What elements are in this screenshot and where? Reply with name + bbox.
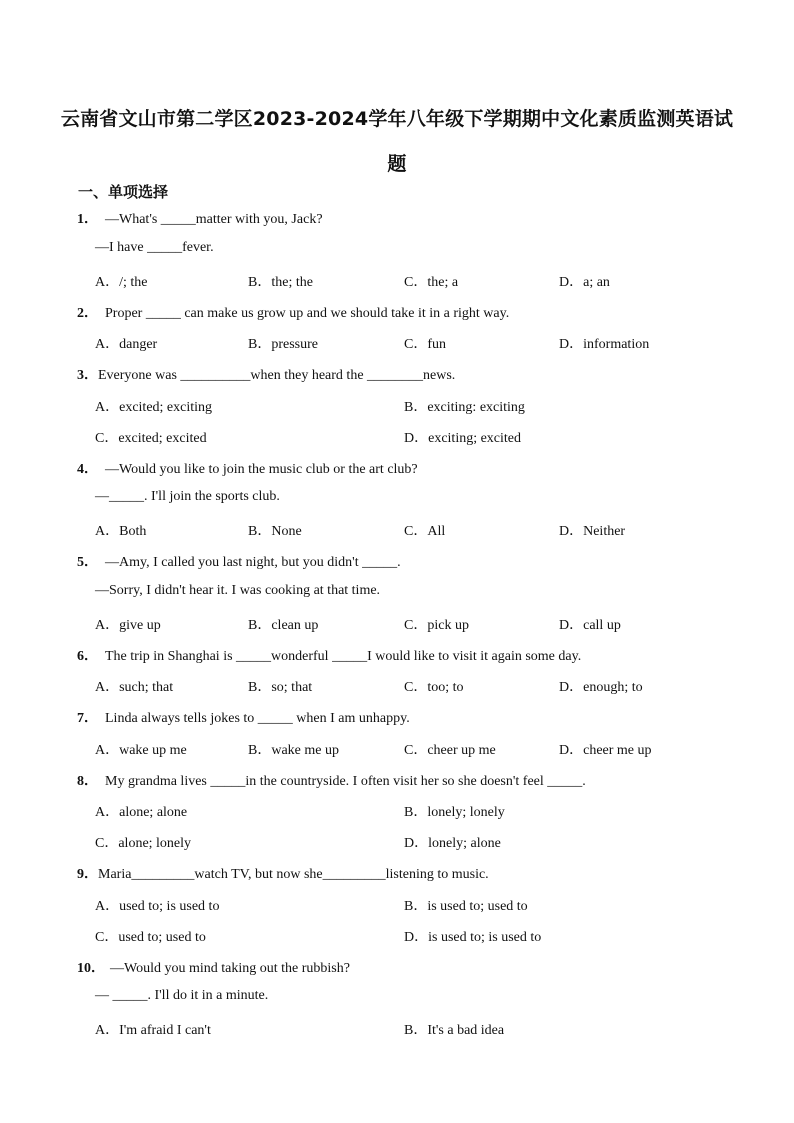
question-number: 6．: [77, 649, 98, 664]
question-6-option-c[interactable]: C．too; to: [404, 680, 464, 695]
question-1-option-c[interactable]: C．the; a: [404, 275, 459, 290]
question-text: Linda always tells jokes to _____ when I am unhappy.: [105, 711, 410, 726]
question-text: —What's _____matter with you, Jack?: [105, 212, 323, 227]
question-6-option-b[interactable]: B．so; that: [248, 680, 313, 695]
question-5-option-a[interactable]: A．give up: [95, 618, 161, 633]
question-3-stem: [77, 364, 455, 384]
question-number: 2．: [77, 306, 98, 321]
question-6-stem: [77, 645, 581, 665]
question-number: 3．: [77, 368, 98, 383]
question-6-option-d[interactable]: D．enough; to: [559, 680, 643, 695]
question-number: 5．: [77, 555, 98, 570]
question-number: 9．: [77, 867, 98, 882]
question-1-response: —I have _____fever.: [95, 240, 214, 255]
question-1-option-d[interactable]: D．a; an: [559, 275, 610, 290]
question-9-option-c[interactable]: C．used to; used to: [95, 930, 206, 945]
question-number: 10．: [77, 961, 105, 976]
question-3-option-c[interactable]: C．excited; excited: [95, 431, 207, 446]
question-text: Proper _____ can make us grow up and we should take it in a right way.: [105, 306, 510, 321]
question-9-stem: [77, 863, 489, 883]
page-title-line-1: 云南省文山市第二学区2023-2024学年八年级下学期期中文化素质监测英语试: [60, 108, 734, 130]
question-text: —Amy, I called you last night, but you didn't _____.: [105, 555, 401, 570]
question-text: My grandma lives _____in the countryside. I often visit her so she doesn't feel _____.: [105, 774, 586, 789]
question-8-option-d[interactable]: D．lonely; alone: [404, 836, 501, 851]
question-text: The trip in Shanghai is _____wonderful _____I would like to visit it again some day.: [105, 649, 582, 664]
question-1-option-b[interactable]: B．the; the: [248, 275, 313, 290]
question-2-option-d[interactable]: D．information: [559, 337, 650, 352]
page-title-line-2: 题: [387, 153, 407, 175]
question-4-response: —_____. I'll join the sports club.: [95, 489, 280, 504]
question-7-option-c[interactable]: C．cheer up me: [404, 743, 496, 758]
question-5-response: —Sorry, I didn't hear it. I was cooking at that time.: [95, 583, 381, 598]
question-8-option-c[interactable]: C．alone; lonely: [95, 836, 192, 851]
question-3-option-d[interactable]: D．exciting; excited: [404, 431, 522, 446]
question-8-stem: [77, 770, 586, 790]
question-text: —Would you mind taking out the rubbish?: [110, 961, 350, 976]
question-7-stem: [77, 707, 410, 727]
question-6-option-a[interactable]: A．such; that: [95, 680, 174, 695]
question-2-option-a[interactable]: A．danger: [95, 337, 158, 352]
question-8-option-b[interactable]: B．lonely; lonely: [404, 805, 505, 820]
question-2-option-c[interactable]: C．fun: [404, 337, 446, 352]
question-5-option-b[interactable]: B．clean up: [248, 618, 319, 633]
question-4-option-c[interactable]: C．All: [404, 524, 446, 539]
question-4-stem: [77, 458, 418, 478]
question-9-option-a[interactable]: A．used to; is used to: [95, 899, 220, 914]
question-number: 8．: [77, 774, 98, 789]
question-8-option-a[interactable]: A．alone; alone: [95, 805, 188, 820]
question-4-option-d[interactable]: D．Neither: [559, 524, 626, 539]
question-7-option-b[interactable]: B．wake me up: [248, 743, 339, 758]
question-number: 7．: [77, 711, 98, 726]
question-4-option-a[interactable]: A．Both: [95, 524, 147, 539]
question-5-stem: [77, 551, 401, 571]
question-10-response: — _____. I'll do it in a minute.: [95, 988, 269, 1003]
question-1-option-a[interactable]: A．/; the: [95, 275, 148, 290]
question-2-option-b[interactable]: B．pressure: [248, 337, 318, 352]
question-2-stem: [77, 302, 509, 322]
question-5-option-c[interactable]: C．pick up: [404, 618, 469, 633]
question-9-option-b[interactable]: B．is used to; used to: [404, 899, 528, 914]
question-5-option-d[interactable]: D．call up: [559, 618, 621, 633]
question-10-option-a[interactable]: A．I'm afraid I can't: [95, 1023, 211, 1038]
question-10-stem: [77, 957, 350, 977]
section-heading: 一、单项选择: [78, 183, 169, 201]
question-3-option-a[interactable]: A．excited; exciting: [95, 400, 213, 415]
question-text: —Would you like to join the music club or the art club?: [105, 462, 418, 477]
question-number: 1．: [77, 212, 98, 227]
question-3-option-b[interactable]: B．exciting: exciting: [404, 400, 525, 415]
question-7-option-d[interactable]: D．cheer me up: [559, 743, 652, 758]
question-4-option-b[interactable]: B．None: [248, 524, 302, 539]
question-text: Maria_________watch TV, but now she_________listening to music.: [98, 867, 489, 882]
question-7-option-a[interactable]: A．wake up me: [95, 743, 187, 758]
question-1-stem: [77, 208, 323, 228]
question-text: Everyone was __________when they heard the ________news.: [98, 368, 456, 383]
question-9-option-d[interactable]: D．is used to; is used to: [404, 930, 542, 945]
question-10-option-b[interactable]: B．It's a bad idea: [404, 1023, 505, 1038]
question-number: 4．: [77, 462, 98, 477]
